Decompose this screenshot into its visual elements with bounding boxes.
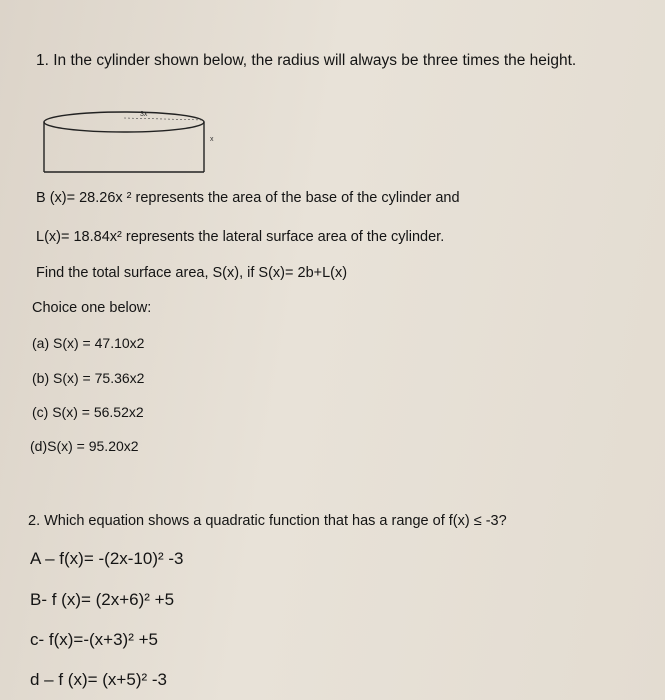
- radius-label: 3x: [140, 111, 148, 118]
- choice-c: (c) S(x) = 56.52x2: [32, 404, 144, 420]
- choice-instruction: Choice one below:: [32, 300, 152, 316]
- cylinder-diagram: [40, 108, 225, 183]
- base-area-text: B (x)= 28.26x ² represents the area of the base of the cylinder and: [36, 190, 460, 206]
- height-label: x: [210, 136, 214, 143]
- choice-b: (b) S(x) = 75.36x2: [32, 370, 145, 386]
- question-2-prompt: 2. Which equation shows a quadratic function that has a range of f(x) ≤ -3?: [28, 513, 507, 529]
- answer-d: d – f (x)= (x+5)² -3: [30, 670, 167, 689]
- choice-a: (a) S(x) = 47.10x2: [32, 335, 145, 351]
- question-1-prompt: 1. In the cylinder shown below, the radius will always be three times the height.: [36, 52, 577, 69]
- answer-a: A – f(x)= -(2x-10)² -3: [30, 549, 184, 568]
- answer-b: B- f (x)= (2x+6)² +5: [30, 590, 175, 609]
- lateral-area-text: L(x)= 18.84x² represents the lateral surface area of the cylinder.: [36, 229, 445, 245]
- cylinder-drawing: [40, 108, 225, 178]
- task-text: Find the total surface area, S(x), if S(x)= 2b+L(x): [36, 265, 348, 281]
- answer-c: c- f(x)=-(x+3)² +5: [30, 630, 158, 649]
- choice-d: (d)S(x) = 95.20x2: [30, 438, 139, 454]
